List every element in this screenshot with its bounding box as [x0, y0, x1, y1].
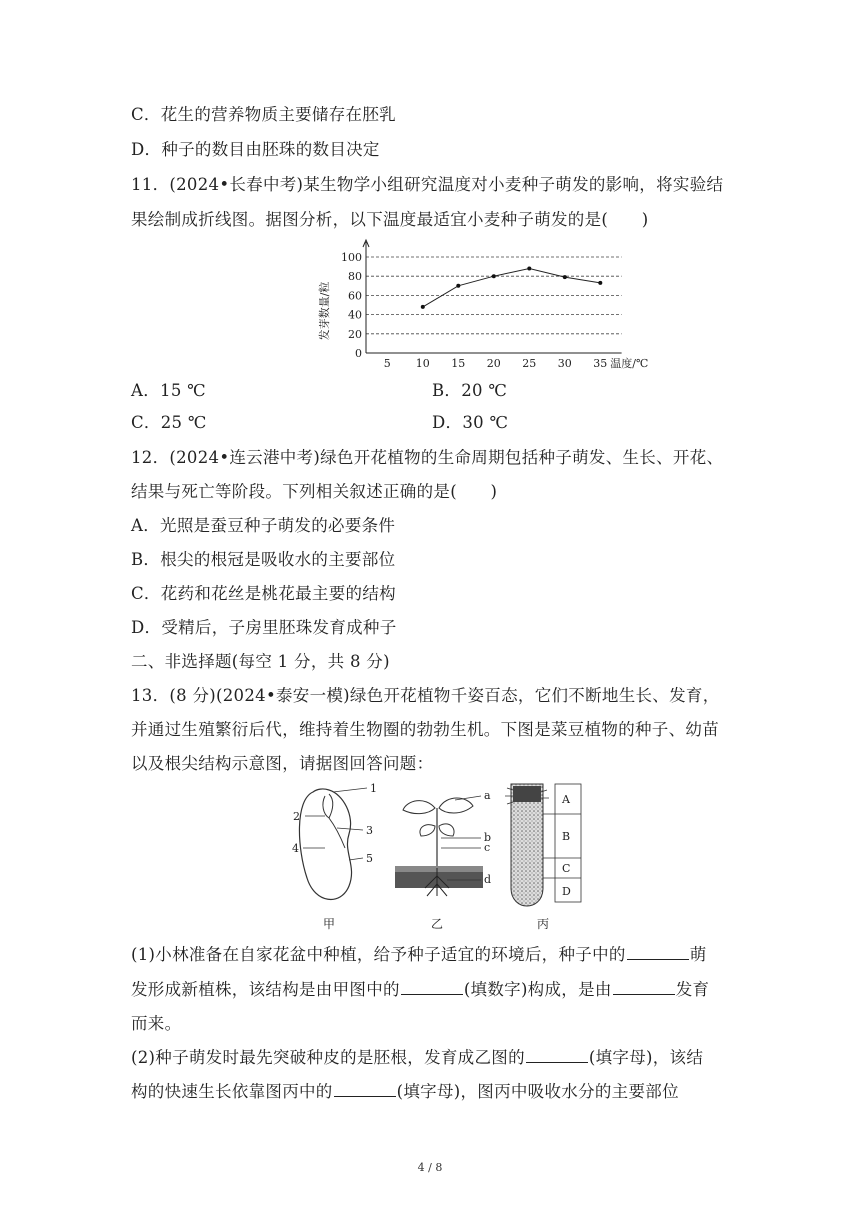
- y-tick-label: 40: [348, 308, 362, 322]
- q13-part1-line2: 发形成新植株，该结构是由甲图中的 (填数字)构成，是由 发育: [131, 980, 710, 999]
- seed-label-4: 4: [292, 842, 299, 855]
- chart-xlabel: 温度/℃: [610, 357, 649, 370]
- figure-bing-caption: 丙: [537, 917, 550, 931]
- answer-blank-4[interactable]: [526, 1048, 588, 1063]
- q13-part2-line1: (2)种子萌发时最先突破种皮的是胚根，发育成乙图的 (填字母)，该结: [131, 1048, 704, 1067]
- seed-diagram: [292, 782, 377, 931]
- chart-ylabel: 发芽数量/粒: [318, 281, 331, 341]
- q11-option-b: B．20 ℃: [432, 381, 508, 400]
- q12-option-b: B．根尖的根冠是吸收水的主要部位: [131, 550, 396, 569]
- x-tick-label: 20: [486, 357, 501, 370]
- q10-option-d: D．种子的数目由胚珠的数目决定: [131, 140, 380, 159]
- figure-yi-caption: 乙: [431, 917, 444, 931]
- q13-stem-line1: 13．(8 分)(2024•泰安一模)绿色开花植物千姿百态，它们不断地生长、发育，: [131, 686, 720, 705]
- root-label-A: A: [562, 793, 570, 806]
- q12-stem-line2: 结果与死亡等阶段。下列相关叙述正确的是( ): [131, 482, 498, 501]
- x-tick-label: 30: [557, 357, 572, 370]
- q12-option-c: C．花药和花丝是桃花最主要的结构: [131, 584, 396, 603]
- q13-stem-line3: 以及根尖结构示意图，请据图回答问题：: [131, 754, 434, 773]
- q11-stem-line2: 果绘制成折线图。据图分析，以下温度最适宜小麦种子萌发的是( ): [131, 210, 649, 229]
- y-tick-label: 0: [355, 347, 362, 360]
- q10-option-c: C．花生的营养物质主要储存在胚乳: [131, 105, 396, 124]
- seedling-label-a: a: [484, 789, 491, 802]
- q12-option-d: D．受精后，子房里胚珠发育成种子: [131, 618, 397, 637]
- q11-stem-line1: 11．(2024•长春中考)某生物学小组研究温度对小麦种子萌发的影响，将实验结: [131, 175, 724, 194]
- q13-stem-line2: 并通过生殖繁衍后代，维持着生物圈的勃勃生机。下图是菜豆植物的种子、幼苗: [131, 720, 719, 739]
- seed-label-5: 5: [366, 852, 373, 865]
- data-point: [598, 281, 602, 285]
- data-point: [527, 267, 531, 271]
- figure-jia-caption: 甲: [323, 917, 336, 931]
- page-number: 4 / 8: [417, 1161, 443, 1174]
- root-label-D: D: [562, 885, 571, 898]
- q11-option-a: A．15 ℃: [131, 381, 206, 400]
- seedling-label-b: b: [484, 831, 492, 844]
- series-line: [423, 269, 601, 307]
- x-tick-label: 5: [383, 357, 391, 370]
- seedling-label-c: c: [484, 841, 491, 854]
- x-tick-label: 35: [593, 357, 608, 370]
- q13-part1-line3: 而来。: [131, 1014, 182, 1033]
- q12-stem-line1: 12．(2024•连云港中考)绿色开花植物的生命周期包括种子萌发、生长、开花、: [131, 448, 724, 467]
- seedling-diagram: [395, 789, 491, 931]
- data-point: [563, 275, 567, 279]
- answer-blank-2[interactable]: [401, 980, 463, 995]
- answer-blank-1[interactable]: [627, 945, 689, 960]
- section-heading: 二、非选择题(每空 1 分，共 8 分): [131, 652, 390, 671]
- germination-line-chart: [316, 236, 649, 371]
- data-point: [456, 284, 460, 288]
- q12-option-a: A．光照是蚕豆种子萌发的必要条件: [131, 516, 396, 535]
- q11-option-d: D．30 ℃: [432, 413, 509, 432]
- y-tick-label: 20: [348, 327, 362, 341]
- plant-structure-figures: [285, 778, 595, 933]
- q13-part2-line2: 构的快速生长依靠图丙中的 (填字母)，图丙中吸收水分的主要部位: [131, 1082, 679, 1101]
- q13-part1-line1: (1)小林准备在自家花盆中种植，给予种子适宜的环境后，种子中的 萌: [131, 945, 707, 964]
- seed-label-1: 1: [370, 782, 377, 795]
- y-tick-label: 60: [348, 289, 362, 303]
- seed-label-3: 3: [366, 824, 373, 837]
- x-tick-label: 25: [522, 357, 537, 370]
- seedling-label-d: d: [484, 873, 492, 886]
- data-point: [492, 274, 496, 278]
- x-tick-label: 15: [451, 357, 466, 370]
- root-label-B: B: [562, 830, 571, 843]
- chart-ticks: [341, 251, 648, 370]
- chart-grid: [366, 257, 622, 334]
- root-tip-diagram: [505, 784, 581, 931]
- data-point: [421, 305, 425, 309]
- q11-option-c: C．25 ℃: [131, 413, 207, 432]
- x-tick-label: 10: [415, 357, 430, 370]
- y-tick-label: 100: [341, 251, 362, 264]
- answer-blank-5[interactable]: [334, 1082, 396, 1097]
- chart-series: [421, 267, 603, 309]
- seed-label-2: 2: [293, 810, 300, 823]
- answer-blank-3[interactable]: [613, 980, 675, 995]
- y-tick-label: 80: [348, 270, 362, 284]
- root-label-C: C: [562, 862, 571, 875]
